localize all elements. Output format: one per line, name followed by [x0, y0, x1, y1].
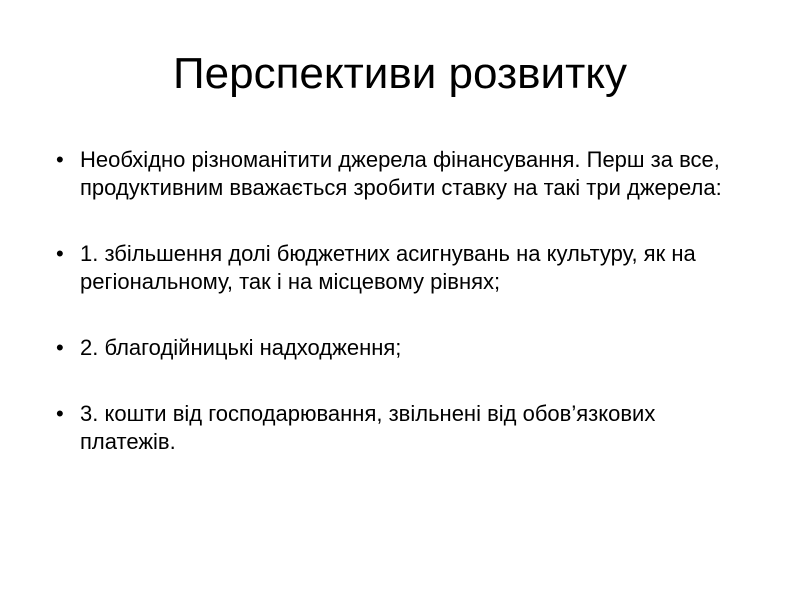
- bullet-icon: •: [56, 335, 64, 360]
- bullet-text: 2. благодійницькі надходження;: [80, 335, 402, 360]
- bullet-item: [56, 146, 756, 202]
- slide-title: Перспективи розвитку: [173, 49, 627, 98]
- bullet-text: Необхідно різноманітити джерела фінансування. Перш за все, продуктивним вважається зробити ставку на такі три джерела:: [80, 147, 722, 200]
- bullet-icon: •: [56, 241, 64, 266]
- bullet-item: [56, 240, 756, 296]
- bullet-text: 1. збільшення долі бюджетних асигнувань на культуру, як на регіональному, так і на місцевому рівнях;: [80, 241, 696, 294]
- bullet-list: [56, 146, 756, 494]
- bullet-text: 3. кошти від господарювання, звільнені від обов’язкових платежів.: [80, 401, 656, 454]
- bullet-icon: •: [56, 147, 64, 172]
- bullet-icon: •: [56, 401, 64, 426]
- bullet-item: [56, 400, 756, 456]
- bullet-item: [56, 334, 756, 362]
